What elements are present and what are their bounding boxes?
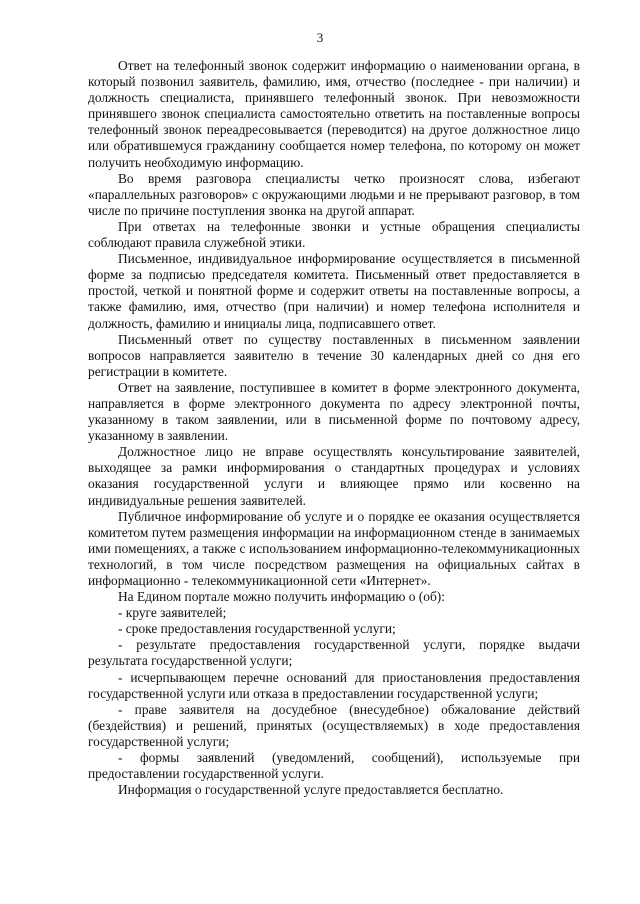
paragraph-written-informing: Письменное, индивидуальное информирование осуществляется в письменной форме за подписью председателя комитета. Письменный ответ предоставляется в простой, четкой и понятной форме и содержит ответы на поставленные вопросы, а также фамилию, имя, отчество (при наличии) и номер телефона исполнителя и должность, фамилию и инициалы лица, подписавшего ответ.: [88, 251, 580, 331]
paragraph-phone-answer: Ответ на телефонный звонок содержит информацию о наименовании органа, в который позвонил заявитель, фамилию, имя, отчество (последнее - при наличии) и должность специалиста, принявшего телефонный звонок. При невозможности принявшего звонок специалиста самостоятельно ответить на поставленные вопросы телефонный звонок переадресовывается (переводится) на другое должностное лицо или обратившемуся гражданину сообщается номер телефона, по которому он может получить необходимую информацию.: [88, 58, 580, 170]
document-body: [88, 58, 580, 798]
paragraph-public-informing: Публичное информирование об услуге и о порядке ее оказания осуществляется комитетом путем размещения информации на информационном стенде в занимаемых ими помещениях, а также с использованием информационно-телекоммуникационных технологий, в том числе посредством размещения на официальных сайтах в информационно - телекоммуникационной сети «Интернет».: [88, 508, 580, 588]
page-number: 3: [316, 30, 324, 45]
list-item-grounds: - исчерпывающем перечне оснований для приостановления предоставления государственной услуги или отказа в предоставлении государственной услуги;: [88, 669, 580, 701]
paragraph-consulting-limits: Должностное лицо не вправе осуществлять консультирование заявителей, выходящее за рамки информирования о стандартных процедурах и условиях оказания государственной услуги и влияющее прямо или косвенно на индивидуальные решения заявителей.: [88, 444, 580, 508]
list-item-forms: - формы заявлений (уведомлений, сообщений), используемые при предоставлении государственной услуги.: [88, 750, 580, 782]
list-item-appeal-right: - праве заявителя на досудебное (внесудебное) обжалование действий (бездействия) и решений, принятых (осуществляемых) в ходе предоставления государственной услуги;: [88, 701, 580, 749]
paragraph-conversation: Во время разговора специалисты четко произносят слова, избегают «параллельных разговоров» с окружающими людьми и не прерывают разговор, в том числе по причине поступления звонка на другой аппарат.: [88, 170, 580, 218]
paragraph-electronic-answer: Ответ на заявление, поступившее в комитет в форме электронного документа, направляется в форме электронного документа по адресу электронной почты, указанному в таком заявлении, или в письменной форме по почтовому адресу, указанному в заявлении.: [88, 379, 580, 444]
paragraph-written-answer-term: Письменный ответ по существу поставленных в письменном заявлении вопросов направляется заявителю в течение 30 календарных дней со дня его регистрации в комитете.: [88, 331, 580, 379]
list-item-result: - результате предоставления государственной услуги, порядке выдачи результата государственной услуги;: [88, 637, 580, 669]
paragraph-free-of-charge: Информация о государственной услуге предоставляется бесплатно.: [118, 782, 504, 798]
paragraph-ethics: При ответах на телефонные звонки и устные обращения специалисты соблюдают правила служебной этики.: [88, 218, 580, 251]
list-item-term: - сроке предоставления государственной услуги;: [118, 621, 396, 637]
list-item-applicants: - круге заявителей;: [118, 605, 227, 621]
paragraph-portal-intro: На Едином портале можно получить информацию о (об):: [118, 589, 445, 605]
